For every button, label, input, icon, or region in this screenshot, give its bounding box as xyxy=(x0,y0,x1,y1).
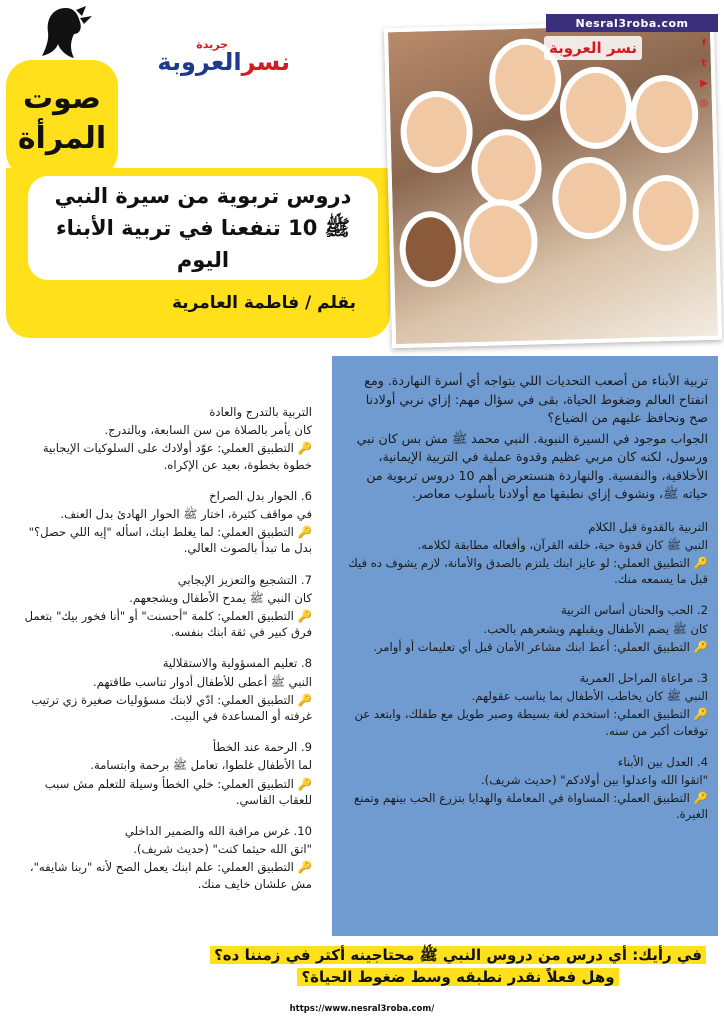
social-icons xyxy=(696,38,712,112)
lesson-line: "اتقوا الله واعدلوا بين أولادكم" (حديث شريف). xyxy=(481,772,708,787)
lesson-application: 🔑 التطبيق العملي: استخدم لغة بسيطة وصبر طويل مع طفلك، وابتعد عن توقعات أكبر من سنه. xyxy=(354,707,708,738)
lesson-application: 🔑 التطبيق العملي: أعط ابنك مشاعر الأمان قبل أي تعليمات أو أوامر. xyxy=(373,639,708,654)
footer-url[interactable]: https://www.nesral3roba.com/ xyxy=(289,1004,435,1014)
lesson-line: كان النبي ﷺ يمدح الأطفال ويشجعهم. xyxy=(129,590,312,605)
article-title: دروس تربوية من سيرة النبي ﷺ 10 تنفعنا في تربية الأبناء اليوم xyxy=(54,184,352,272)
child-face xyxy=(471,128,543,208)
lesson-application: 🔑 التطبيق العملي: المساواة في المعاملة والهدايا بتزرع الحب بينهم وتمنع الغيرة. xyxy=(354,791,708,822)
author-name: بقلم / فاطمة العامرية xyxy=(171,293,357,313)
lesson-title: 4. العدل بين الأبناء xyxy=(617,754,708,769)
lesson-application: 🔑 التطبيق العملي: علم ابنك يعمل الصح لأنه "ربنا شايفه"، مش علشان خايف منك. xyxy=(29,860,312,891)
author-byline xyxy=(156,284,372,322)
child-face xyxy=(632,174,700,252)
newspaper-logo[interactable] xyxy=(140,34,290,80)
child-face xyxy=(399,210,463,288)
lesson-title: التربية بالقدوة قبل الكلام xyxy=(588,519,708,534)
lesson-title: 10. غرس مراقبة الله والضمير الداخلي xyxy=(124,824,312,839)
lesson-line: النبي ﷺ أعطى للأطفال أدوار تناسب طاقتهم. xyxy=(92,674,312,689)
lesson-line: النبي ﷺ كان قدوة حية، خلقه القرآن، وأفعاله مطابقة لكلامه. xyxy=(417,537,708,552)
lesson-line: النبي ﷺ كان يخاطب الأطفال بما يناسب عقولهم. xyxy=(471,689,708,704)
lesson-line: كان ﷺ يضم الأطفال ويقبلهم ويشعرهم بالحب. xyxy=(483,621,708,636)
intro-paragraph: تربية الأبناء من أصعب التحديات اللي بتواجه أي أسرة النهاردة. ومع انفتاح العالم وضغوط الحياة، بقى في سؤال مهم: إزاي نربي أولادنا صح ونحافظ عليهم من الضياع؟ xyxy=(364,373,708,425)
children-photo xyxy=(384,20,722,349)
lesson-title: 6. الحوار بدل الصراخ xyxy=(209,488,312,503)
site-tag[interactable]: Nesral3roba.com xyxy=(546,14,718,32)
headline-box xyxy=(28,176,378,280)
newspaper-logo-small: جريدة xyxy=(196,38,228,51)
lesson-application: 🔑 التطبيق العملي: خلي الخطأ وسيلة للتعلم مش سبب للعقاب القاسي. xyxy=(44,776,312,807)
newspaper-logo-name: نسرالعروبة xyxy=(157,48,290,76)
left-column xyxy=(12,404,312,894)
question-line-1: في رأيك: أي درس من دروس النبي ﷺ محتاجينه أكتر في زمننا ده؟ xyxy=(210,946,706,964)
category-badge xyxy=(6,60,118,178)
intro-paragraph: الجواب موجود في السيرة النبوية. النبي محمد ﷺ مش بس كان نبي ورسول، لكنه كان مربي عظيم وقدوة عملية في التربية الإيمانية، الأخلاقية، والنفسية. والنهاردة هنستعرض أهم 10 دروس تربوية من حياته ﷺ، ونشوف إزاي نطبقها مع أولادنا بأسلوب معاصر. xyxy=(356,430,708,501)
category-label: صوت المرأة xyxy=(17,81,107,156)
lesson-line: "اتق الله حيثما كنت" (حديث شريف). xyxy=(133,842,312,857)
right-column xyxy=(344,372,708,825)
photo-watermark-logo: نسر العروبة xyxy=(544,36,642,60)
youtube-icon[interactable]: ▶ xyxy=(700,78,708,89)
lesson-application: 🔑 التطبيق العملي: ادّي لابنك مسؤوليات صغيرة زي ترتيب غرفته أو المساعدة في البيت. xyxy=(31,692,312,724)
facebook-icon[interactable]: f xyxy=(701,38,707,49)
lesson-title: 7. التشجيع والتعزيز الإيجابي xyxy=(177,572,312,587)
child-face xyxy=(551,156,627,240)
lesson-title: 8. تعليم المسؤولية والاستقلالية xyxy=(162,656,312,671)
instagram-icon[interactable]: ◎ xyxy=(699,98,709,109)
question-line-2: وهل فعلاً نقدر نطبقه وسط ضغوط الحياة؟ xyxy=(297,968,618,986)
lesson-application: 🔑 التطبيق العملي: عوّد أولادك على السلوكيات الإيجابية خطوة بخطوة، بعيد عن الإكراه. xyxy=(42,441,312,472)
child-face xyxy=(400,90,474,174)
lesson-line: كان يأمر بالصلاة من سن السابعة، وبالتدرج. xyxy=(104,423,312,438)
lesson-application: 🔑 التطبيق العملي: لما يغلط ابنك، اسأله "إيه اللي حصل؟" بدل ما تبدأ بالصوت العالي. xyxy=(28,525,312,556)
reader-question xyxy=(200,944,716,990)
child-face xyxy=(462,198,538,284)
lesson-title: 9. الرحمة عند الخطأ xyxy=(212,740,312,755)
lesson-title: 3. مراعاة المراحل العمرية xyxy=(579,670,708,685)
child-face xyxy=(559,66,633,150)
twitter-icon[interactable]: t xyxy=(701,58,707,69)
lesson-application: 🔑 التطبيق العملي: لو عايز ابنك يلتزم بالصدق والأمانة، لازم يشوف ده فيك قبل ما يسمعه منك. xyxy=(348,555,708,587)
lesson-line: في مواقف كثيرة، اختار ﷺ الحوار الهادئ بدل العنف. xyxy=(60,507,312,522)
lesson-title: التربية بالتدرج والعادة xyxy=(209,405,312,419)
child-face xyxy=(629,74,699,154)
lesson-application: 🔑 التطبيق العملي: كلمة "أحسنت" أو "أنا فخور بيك" بتعمل فرق كبير في ثقة ابنك بنفسه. xyxy=(24,609,312,640)
woman-silhouette-icon xyxy=(36,4,94,62)
lesson-line: لما الأطفال غلطوا، تعامل ﷺ برحمة وابتسامة. xyxy=(90,758,312,773)
lesson-title: 2. الحب والحنان أساس التربية xyxy=(560,603,708,618)
